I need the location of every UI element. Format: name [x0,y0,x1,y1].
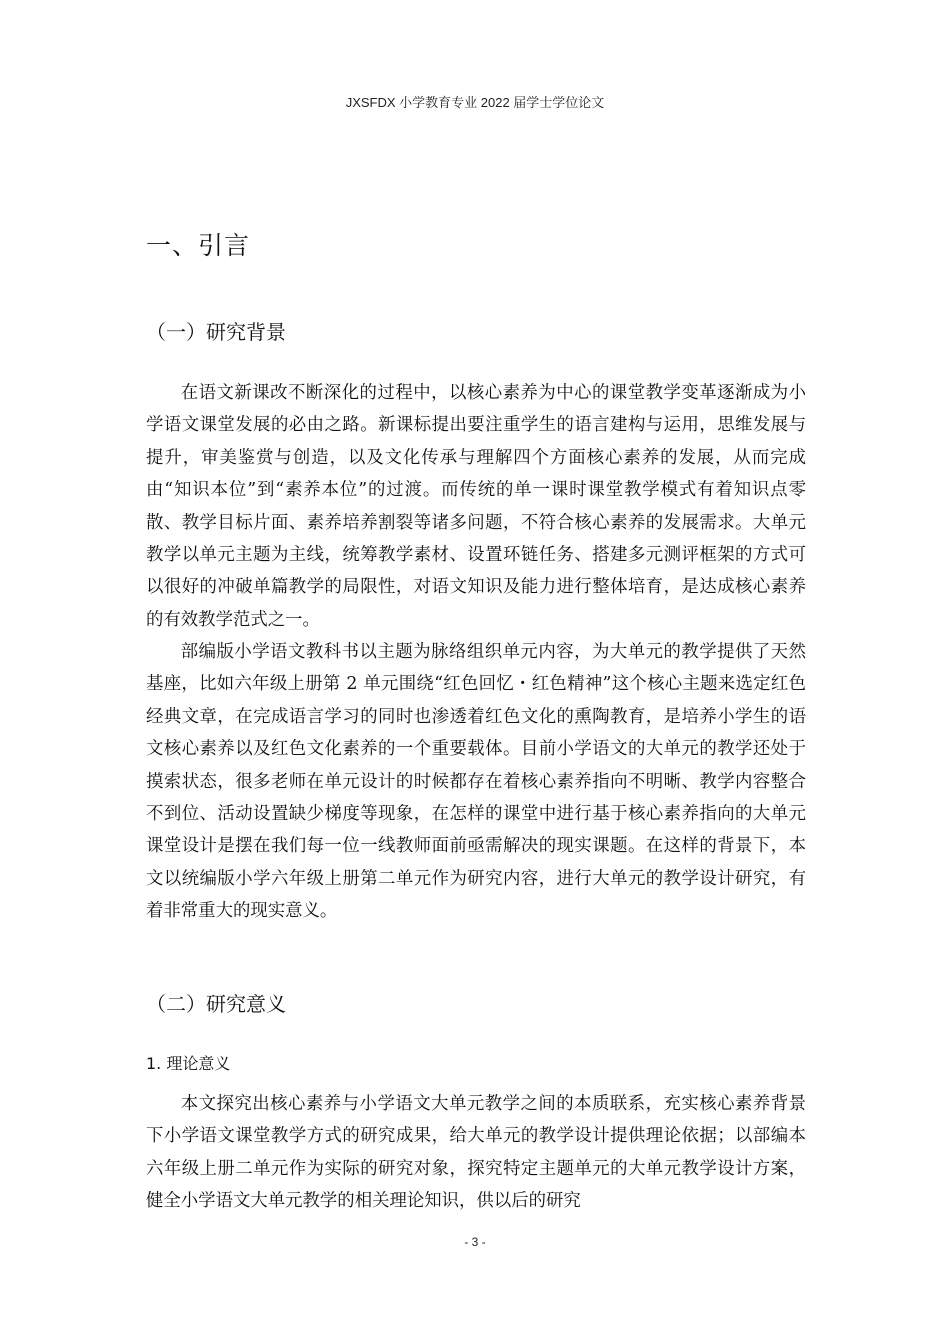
item-title-theoretical: 1. 理论意义 [146,1054,231,1073]
paragraph-background-1: 在语文新课改不断深化的过程中，以核心素养为中心的课堂教学变革逐渐成为小学语文课堂发展的必由之路。新课标提出要注重学生的语言建构与运用，思维发展与提升，审美鉴赏与创造，以及文化传承与理解四个方面核心素养的发展，从而完成由“知识本位”到“素养本位”的过渡。而传统的单一课时课堂教学模式有着知识点零散、教学目标片面、素养培养割裂等诸多问题，不符合核心素养的发展需求。大单元教学以单元主题为主线，统筹教学素材、设置环链任务、搭建多元测评框架的方式可以很好的冲破单篇教学的局限性，对语文知识及能力进行整体培育，是达成核心素养的有效教学范式之一。 [146,383,806,630]
page-number: - 3 - [464,1235,486,1249]
running-header: JXSFDX 小学教育专业 2022 届学士学位论文 [345,95,605,110]
paragraph-background-2: 部编版小学语文教科书以主题为脉络组织单元内容，为大单元的教学提供了天然基座，比如六年级上册第 2 单元围绕“红色回忆・红色精神”这个核心主题来选定红色经典文章，在完成语言学习的同时也渗透着红色文化的熏陶教育，是培养小学生的语文核心素养以及红色文化素养的一个重要载体。目前小学语文的大单元的教学还处于摸索状态，很多老师在单元设计的时候都存在着核心素养指向不明晰、教学内容整合不到位、活动设置缺少梯度等现象，在怎样的课堂中进行基于核心素养指向的大单元课堂设计是摆在我们每一位一线教师面前亟需解决的现实课题。在这样的背景下，本文以统编版小学六年级上册第二单元作为研究内容，进行大单元的教学设计研究，有着非常重大的现实意义。 [146,642,806,922]
paragraph-theoretical: 本文探究出核心素养与小学语文大单元教学之间的本质联系，充实核心素养背景下小学语文课堂教学方式的研究成果，给大单元的教学设计提供理论依据；以部编本六年级上册二单元作为实际的研究对象，探究特定主题单元的大单元教学设计方案，健全小学语文大单元教学的相关理论知识，供以后的研究 [146,1094,806,1212]
subsection-title-background: （一）研究背景 [146,320,286,344]
subsection-title-significance: （二）研究意义 [146,992,286,1016]
section-title: 一、引言 [146,231,251,260]
